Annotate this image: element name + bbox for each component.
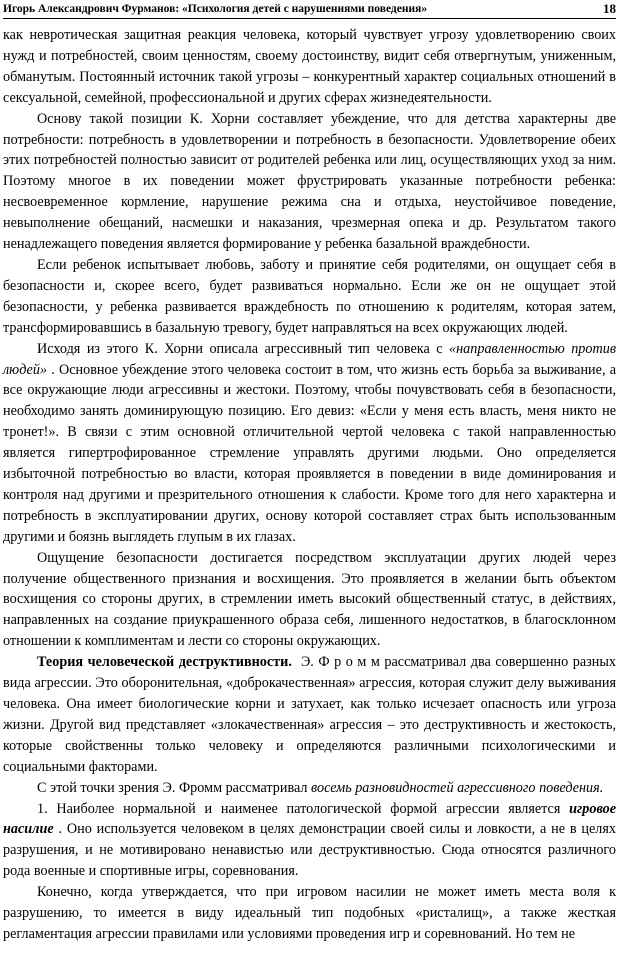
paragraph: Исходя из этого К. Хорни описала агрессивный тип человека с «направленностью против людей» . Основное убеждение этого человека состоит в том, что жизнь есть борьба за выживание, а все окружающие люди агрессивны и жестоки. Поэтому, чтобы почувствовать себя в безопасности, необходимо занять доминирующую позицию. Его девиз: «Если у меня есть власть, меня никто не тронет!». В связи с этим основной отличительной чертой человека с такой направленностью является гипертрофированное стремление управлять другими людьми. Оно определяется избыточной потребностью во власти, которая проявляется в поведении в виде доминирования и контроля над другими и презрительного отношения к слабости. Кроме того для него характерна и потребность в эксплуатировании других, основу которой составляет страх быть использованным другими и боязнь выглядеть глупым в их глазах. [3,340,616,545]
paragraph: Теория человеческой деструктивности. Э. Ф р о м м рассматривал два совершенно разных вида агрессии. Это оборонительная, «доброкачественная» агрессия, которая служит делу выживания человека. Она имеет биологические корни и затухает, как только исчезает опасность или угроза жизни. Другой вид представляет «злокачественная» агрессия – это деструктивность и жестокость, которые свойственны только человеку и определяются различными психологическими и социальными факторами. [3,654,616,775]
paragraph: Если ребенок испытывает любовь, заботу и принятие себя родителями, он ощущает себя в безопасности и, скорее всего, будет развиваться нормально. Если же он не ощущает этой безопасности, у ребенка развивается враждебность по отношению к родителям, которая затем, трансформировавшись в базальную тревогу, будет направляться на всех окружающих людей. [3,256,616,336]
italic-phrase: «направленностью против людей» [3,340,616,378]
paragraph: как невротическая защитная реакция человека, который чувствует угрозу удовлетворению своих нужд и потребностей, своим ценностям, своему достоинству, видит себя отвергнутым, униженным, обманутым. Постоянный источник такой угрозы – конкурентный характер социальных отношений в сексуальной, семейной, профессиональной и других сферах жизнедеятельности. [3,27,616,106]
italic-phrase: восемь разновидностей агрессивного поведения. [311,779,604,796]
author-name-spaced: Э. Ф р о м м [300,654,380,671]
paragraph: Ощущение безопасности достигается посредством эксплуатации других людей через получение общественного признания и восхищения. Это проявляется в желании быть объектом восхищения со стороны других, в стремлении иметь высокий общественный статус, в действиях, направленных на создание приукрашенного образа себя, лишенного недостатков, в благосклонном отношении к комплиментам и лести со стороны окружающих. [3,549,616,650]
header-title: Игорь Александрович Фурманов: «Психология детей с нарушениями поведения» [3,3,428,15]
header-rule [3,18,616,19]
term-emphasis: игровое насилие [3,800,616,838]
page-number: 18 [603,1,616,16]
running-header [3,2,617,18]
paragraph: Конечно, когда утверждается, что при игровом насилии не может иметь места воля к разрушению, то имеется в виду идеальный тип подобных «ристалищ», а также жесткая регламентация агрессии правилами или условиями проведения игр и соревнований. Но тем не [3,884,616,942]
paragraph: 1. Наиболее нормальной и наименее патологической формой агрессии является игровое насилие . Оно используется человеком в целях демонстрации своей силы и ловкости, а не в целях разрушения, и не мотивировано ненавистью или деструктивностью. Сюда относятся различного рода военные и спортивные игры, соревнования. [3,800,616,880]
paragraph: С этой точки зрения Э. Фромм рассматривал восемь разновидностей агрессивного поведения. [37,779,604,796]
paragraph: Основу такой позиции К. Хорни составляет убеждение, что для детства характерны две потребности: потребность в удовлетворении и потребность в безопасности. Удовлетворение обеих этих потребностей полностью зависит от родителей ребенка или лиц, осуществляющих уход за ним. Поэтому многое в их поведении может фрустрировать указанные потребности ребенка: несвоевременное кормление, нарушение режима сна и отдыха, неустойчивое поведение, невыполнение обещаний, насмешки и наказания, чрезмерная опека и др. Результатом такого ненадлежащего поведения является формирование у ребенка базальной враждебности. [3,110,616,253]
body-text [3,25,616,945]
section-heading: Теория человеческой деструктивности. [37,654,292,671]
